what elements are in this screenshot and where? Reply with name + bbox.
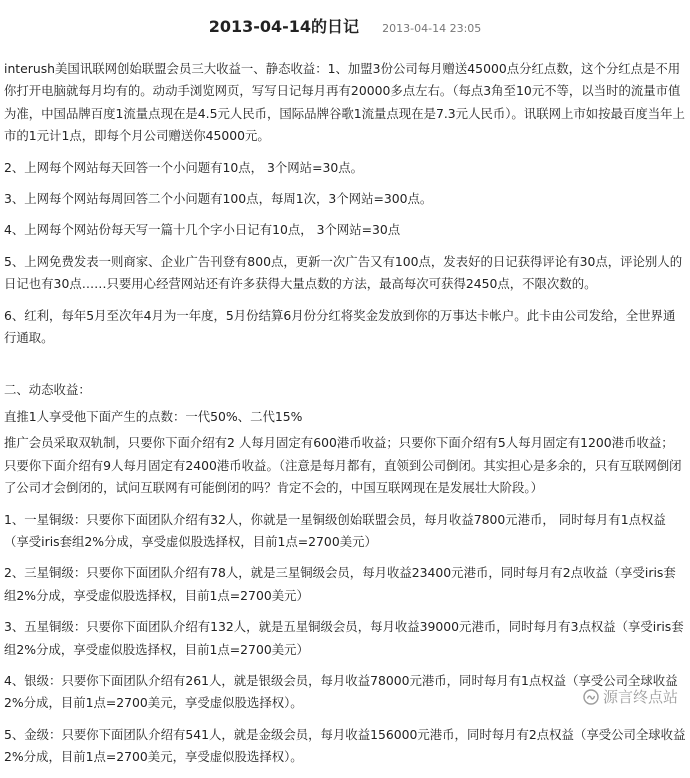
diary-body	[4, 58, 686, 778]
paragraph-item-6: 6、红利，每年5月至次年4月为一年度，5月份结算6月份分红将奖金发放到你的万事达卡帐户。此卡由公司发给，全世界通行通取。	[4, 307, 676, 346]
wechat-channel-icon	[583, 689, 599, 705]
paragraph-level-1: 1、一星铜级：只要你下面团队介绍有32人，你就是一星铜级创始联盟会员，每月收益7800元港币， 同时每月有1点权益（享受iris套组2%分成，享受虚似股选择权，目前1点=2700美元）	[4, 511, 666, 549]
paragraph-item-4: 4、上网每个网站份每天写一篇十几个字小日记有10点， 3个网站=30点	[4, 222, 401, 238]
diary-title: 2013-04-14的日记	[208, 17, 360, 36]
paragraph-level-3: 3、五星铜级：只要你下面团队介绍有132人，就是五星铜级会员，每月收益39000元港币，同时每月有3点权益（享受iris套组2%分成，享受虚似股选择权，目前1点=2700美元）	[4, 619, 684, 657]
paragraph-item-2: 2、上网每个网站每天回答一个小问题有10点， 3个网站=30点。	[4, 159, 363, 175]
paragraph-level-5: 5、金级：只要你下面团队介绍有541人，就是金级会员，每月收益156000元港币，同时每月有2点权益（享受公司全球收益2%分成，目前1点=2700美元，享受虚似股选择权）。	[4, 726, 686, 765]
section-heading-dynamic-income: 二、动态收益：	[4, 382, 91, 398]
paragraph-dual-track: 推广会员采取双轨制，只要你下面介绍有2 人每月固定有600港币收益；只要你下面介绍有5人每月固定有1200港币收益；只要你下面介绍有9人每月固定有2400港币收益。（注意是每月都有，直领到公司倒闭。其实担心是多余的，只有互联网倒闭了公司才会倒闭的，试问互联网有可能倒闭的吗？肯定不会的，中国互联网现在是发展壮大阶段。）	[4, 435, 682, 496]
paragraph-item-5: 5、上网免费发表一则商家、企业广告刊登有800点，更新一次广告又有100点，发表好的日记获得评论有30点，评论别人的日记也有30点……只要用心经营网站还有许多获得大量点数的方法，最高每次可获得2450点，不限次数的。	[4, 253, 683, 292]
watermark	[583, 686, 678, 707]
paragraph-direct-referral: 直推1人享受他下面产生的点数：一代50%、二代15%	[4, 408, 303, 424]
watermark-text: 源言终点站	[602, 688, 678, 706]
paragraph-intro: interush美国讯联网创始联盟会员三大收益一、静态收益：1、加盟3份公司每月赠送45000点分红点数，这个分红点是不用你打开电脑就每月均有的。动动手浏览网页，写写日记每月再有20000多点左右。（每点3角至10元不等，以当时的流量市值为准，中国品牌百度1流量点现在是4.5元人民币，国际品牌谷歌1流量点现在是7.3元人民币）。讯联网上市如按最百度当年上市的1元计1点，即每个月公司赠送你45000元。	[4, 61, 685, 144]
paragraph-level-4: 4、银级：只要你下面团队介绍有261人，就是银级会员，每月收益78000元港币，同时每月有1点权益（享受公司全球收益2%分成，目前1点=2700美元，享受虚似股选择权）。	[4, 672, 678, 711]
paragraph-item-3: 3、上网每个网站每周回答二个小问题有100点，每周1次，3个网站=300点。	[4, 191, 433, 207]
diary-header	[0, 14, 690, 37]
paragraph-level-2: 2、三星铜级：只要你下面团队介绍有78人，就是三星铜级会员，每月收益23400元港币，同时每月有2点收益（享受iris套组2%分成，享受虚似股选择权，目前1点=2700美元）	[4, 565, 676, 603]
diary-datetime: 2013-04-14 23:05	[382, 22, 482, 35]
